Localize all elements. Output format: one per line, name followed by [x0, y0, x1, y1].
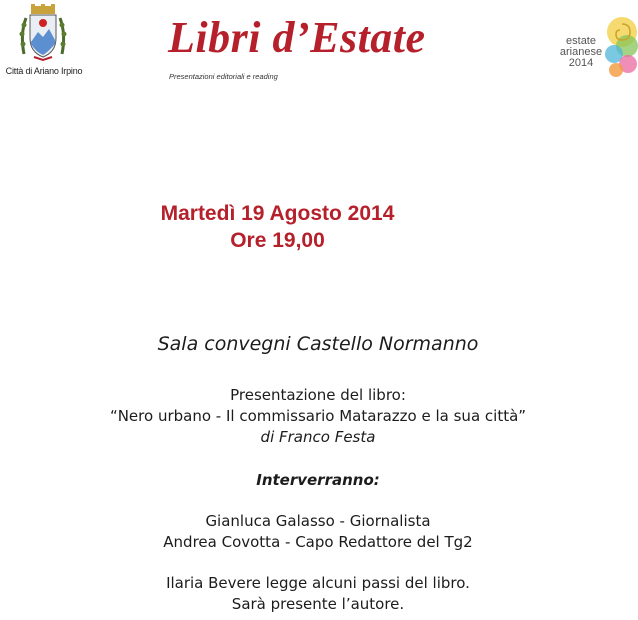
event-date: Martedì 19 Agosto 2014	[160, 202, 395, 225]
speakers-heading: Interverranno:	[256, 471, 380, 489]
presentation-intro: Presentazione del libro:	[230, 386, 406, 404]
estate-logo-line2: arianese	[559, 46, 603, 58]
event-venue: Sala convegni Castello Normanno	[157, 333, 479, 355]
estate-logo-line1: estate	[566, 35, 596, 47]
speaker-item: Andrea Covotta - Capo Redattore del Tg2	[163, 533, 473, 551]
city-crest-icon	[18, 4, 68, 62]
estate-arianese-logo	[538, 36, 624, 69]
book-author: di Franco Festa	[260, 428, 376, 446]
presentation-block	[0, 385, 636, 448]
page-title: Libri d’Estate	[168, 13, 426, 62]
city-name: Città di Ariano Irpino	[5, 66, 83, 76]
page-subtitle: Presentazioni editoriali e reading	[169, 72, 278, 81]
event-datetime	[0, 200, 555, 254]
speakers-list	[0, 511, 636, 553]
note-item: Sarà presente l’autore.	[231, 595, 405, 613]
event-time: Ore 19,00	[230, 229, 325, 252]
note-item: Ilaria Bevere legge alcuni passi del libro.	[166, 574, 470, 592]
book-title: “Nero urbano - Il commissario Matarazzo e la sua città”	[109, 407, 527, 425]
event-notes	[0, 573, 636, 615]
estate-logo-line3: 2014	[568, 57, 594, 69]
speaker-item: Gianluca Galasso - Giornalista	[205, 512, 431, 530]
